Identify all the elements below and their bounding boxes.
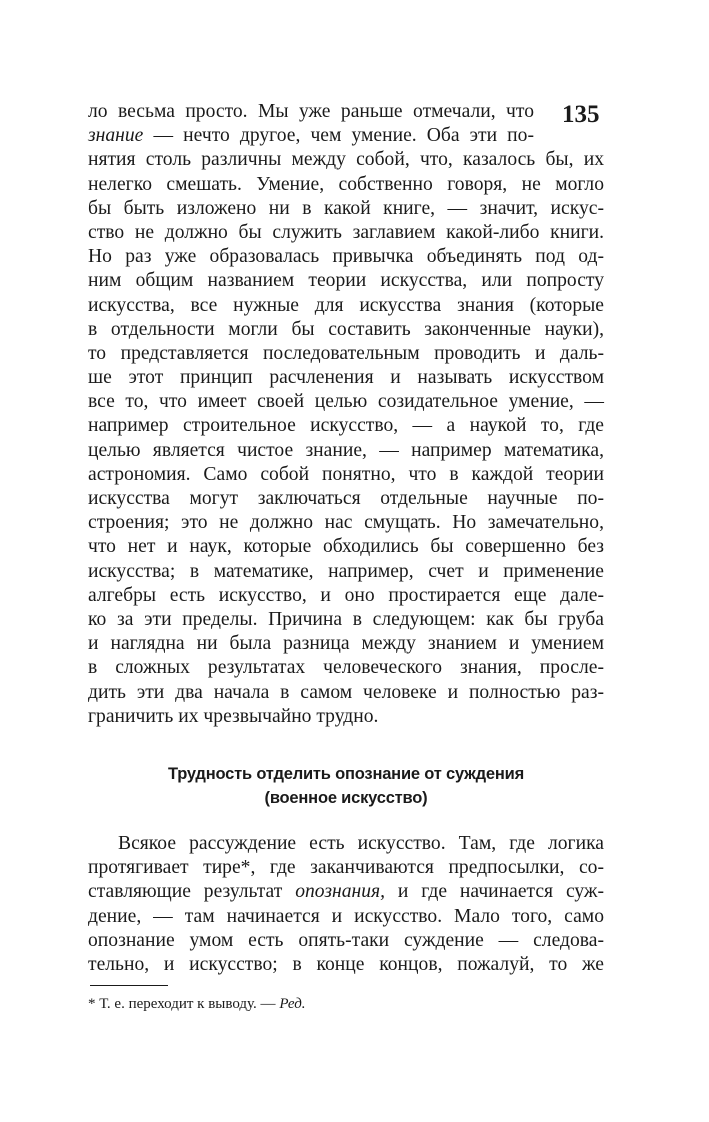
body-paragraph-2 [88,832,604,977]
text-line: Но раз уже образовалась привычка объединять под од- [88,246,604,268]
text-line: искусства могут заключаться отдельные научные по- [88,488,604,509]
text-line: все то, что имеет своей целью созидательное умение, — [88,391,604,413]
text-line: то представляется последовательным проводить и даль- [88,342,604,364]
text-line: граничить их чрезвычайно трудно. [88,705,379,727]
text-line: например строительное искусство, — а наукой то, где [88,415,604,437]
text-line [88,124,534,148]
text-line [88,880,604,904]
text-line: бы быть изложено ни в какой книге, — значит, искус- [88,197,604,219]
text-line: опознание умом есть опять-таки суждение — следова- [88,929,604,951]
text-line: ство не должно бы служить заглавием какой-либо книги. [88,221,604,243]
text-line: искусства; в математике, например, счет и применение [88,560,604,582]
footnote-divider [90,985,168,986]
text-line: тельно, и искусство; в конце концов, пожалуй, то же [88,953,604,975]
text-line: что нет и наук, которые обходились бы совершенно без [88,536,604,558]
text-line: нелегко смешать. Умение, собственно говоря, не могло [88,173,604,195]
text-line: целью является чистое знание, — например математика, [88,439,604,461]
text-line: ше этот принцип расчленения и называть искусством [88,367,604,389]
text-line: ко за эти пределы. Причина в следующем: как бы груба [88,608,604,630]
footnote-text: * Т. е. переходит к выводу. — [88,996,280,1012]
text-line: протягивает тире*, где заканчиваются предпосылки, со- [88,857,604,879]
text-line: искусства, все нужные для искусства знания (которые [88,294,604,316]
text-line: астрономия. Само собой понятно, что в каждой теории [88,463,604,485]
body-paragraph-1 [88,100,604,729]
text-line: и наглядна ни была разница между знанием и умением [88,633,604,655]
section-heading: Трудность отделить опознание от суждения [167,765,525,783]
page-number: 135 [562,101,600,128]
text-line: в отдельности могли бы составить законченные науки), [88,318,604,340]
text-line: строения; это не должно нас смущать. Но замечательно, [88,512,604,534]
text-line: алгебры есть искусство, и оно простирается еще дале- [88,584,604,606]
italic-term: опознания, [295,881,386,903]
text-line: ним общим названием теории искусства, или попросту [88,270,604,292]
text-line: ло весьма просто. Мы уже раньше отмечали, что [88,101,534,122]
text-span: ставляющие результат [88,881,296,903]
text-line: Всякое рассуждение есть искусство. Там, где логика [118,833,604,854]
text-line: дение, — там начинается и искусство. Мало того, само [88,905,604,927]
italic-term: знание [88,125,144,147]
text-line: в сложных результатах человеческого знания, просле- [88,657,604,679]
footnote-editor-mark: Ред. [279,996,306,1012]
footnote [88,994,306,1014]
text-line: нятия столь различны между собой, что, казалось бы, их [88,149,604,171]
text-line: дить эти два начала в самом человеке и полностью раз- [88,681,604,703]
text-span: — нечто другое, чем умение. Оба эти по- [143,125,534,147]
text-span: и где начинается суж- [385,881,604,903]
section-subheading: (военное искусство) [264,789,428,807]
